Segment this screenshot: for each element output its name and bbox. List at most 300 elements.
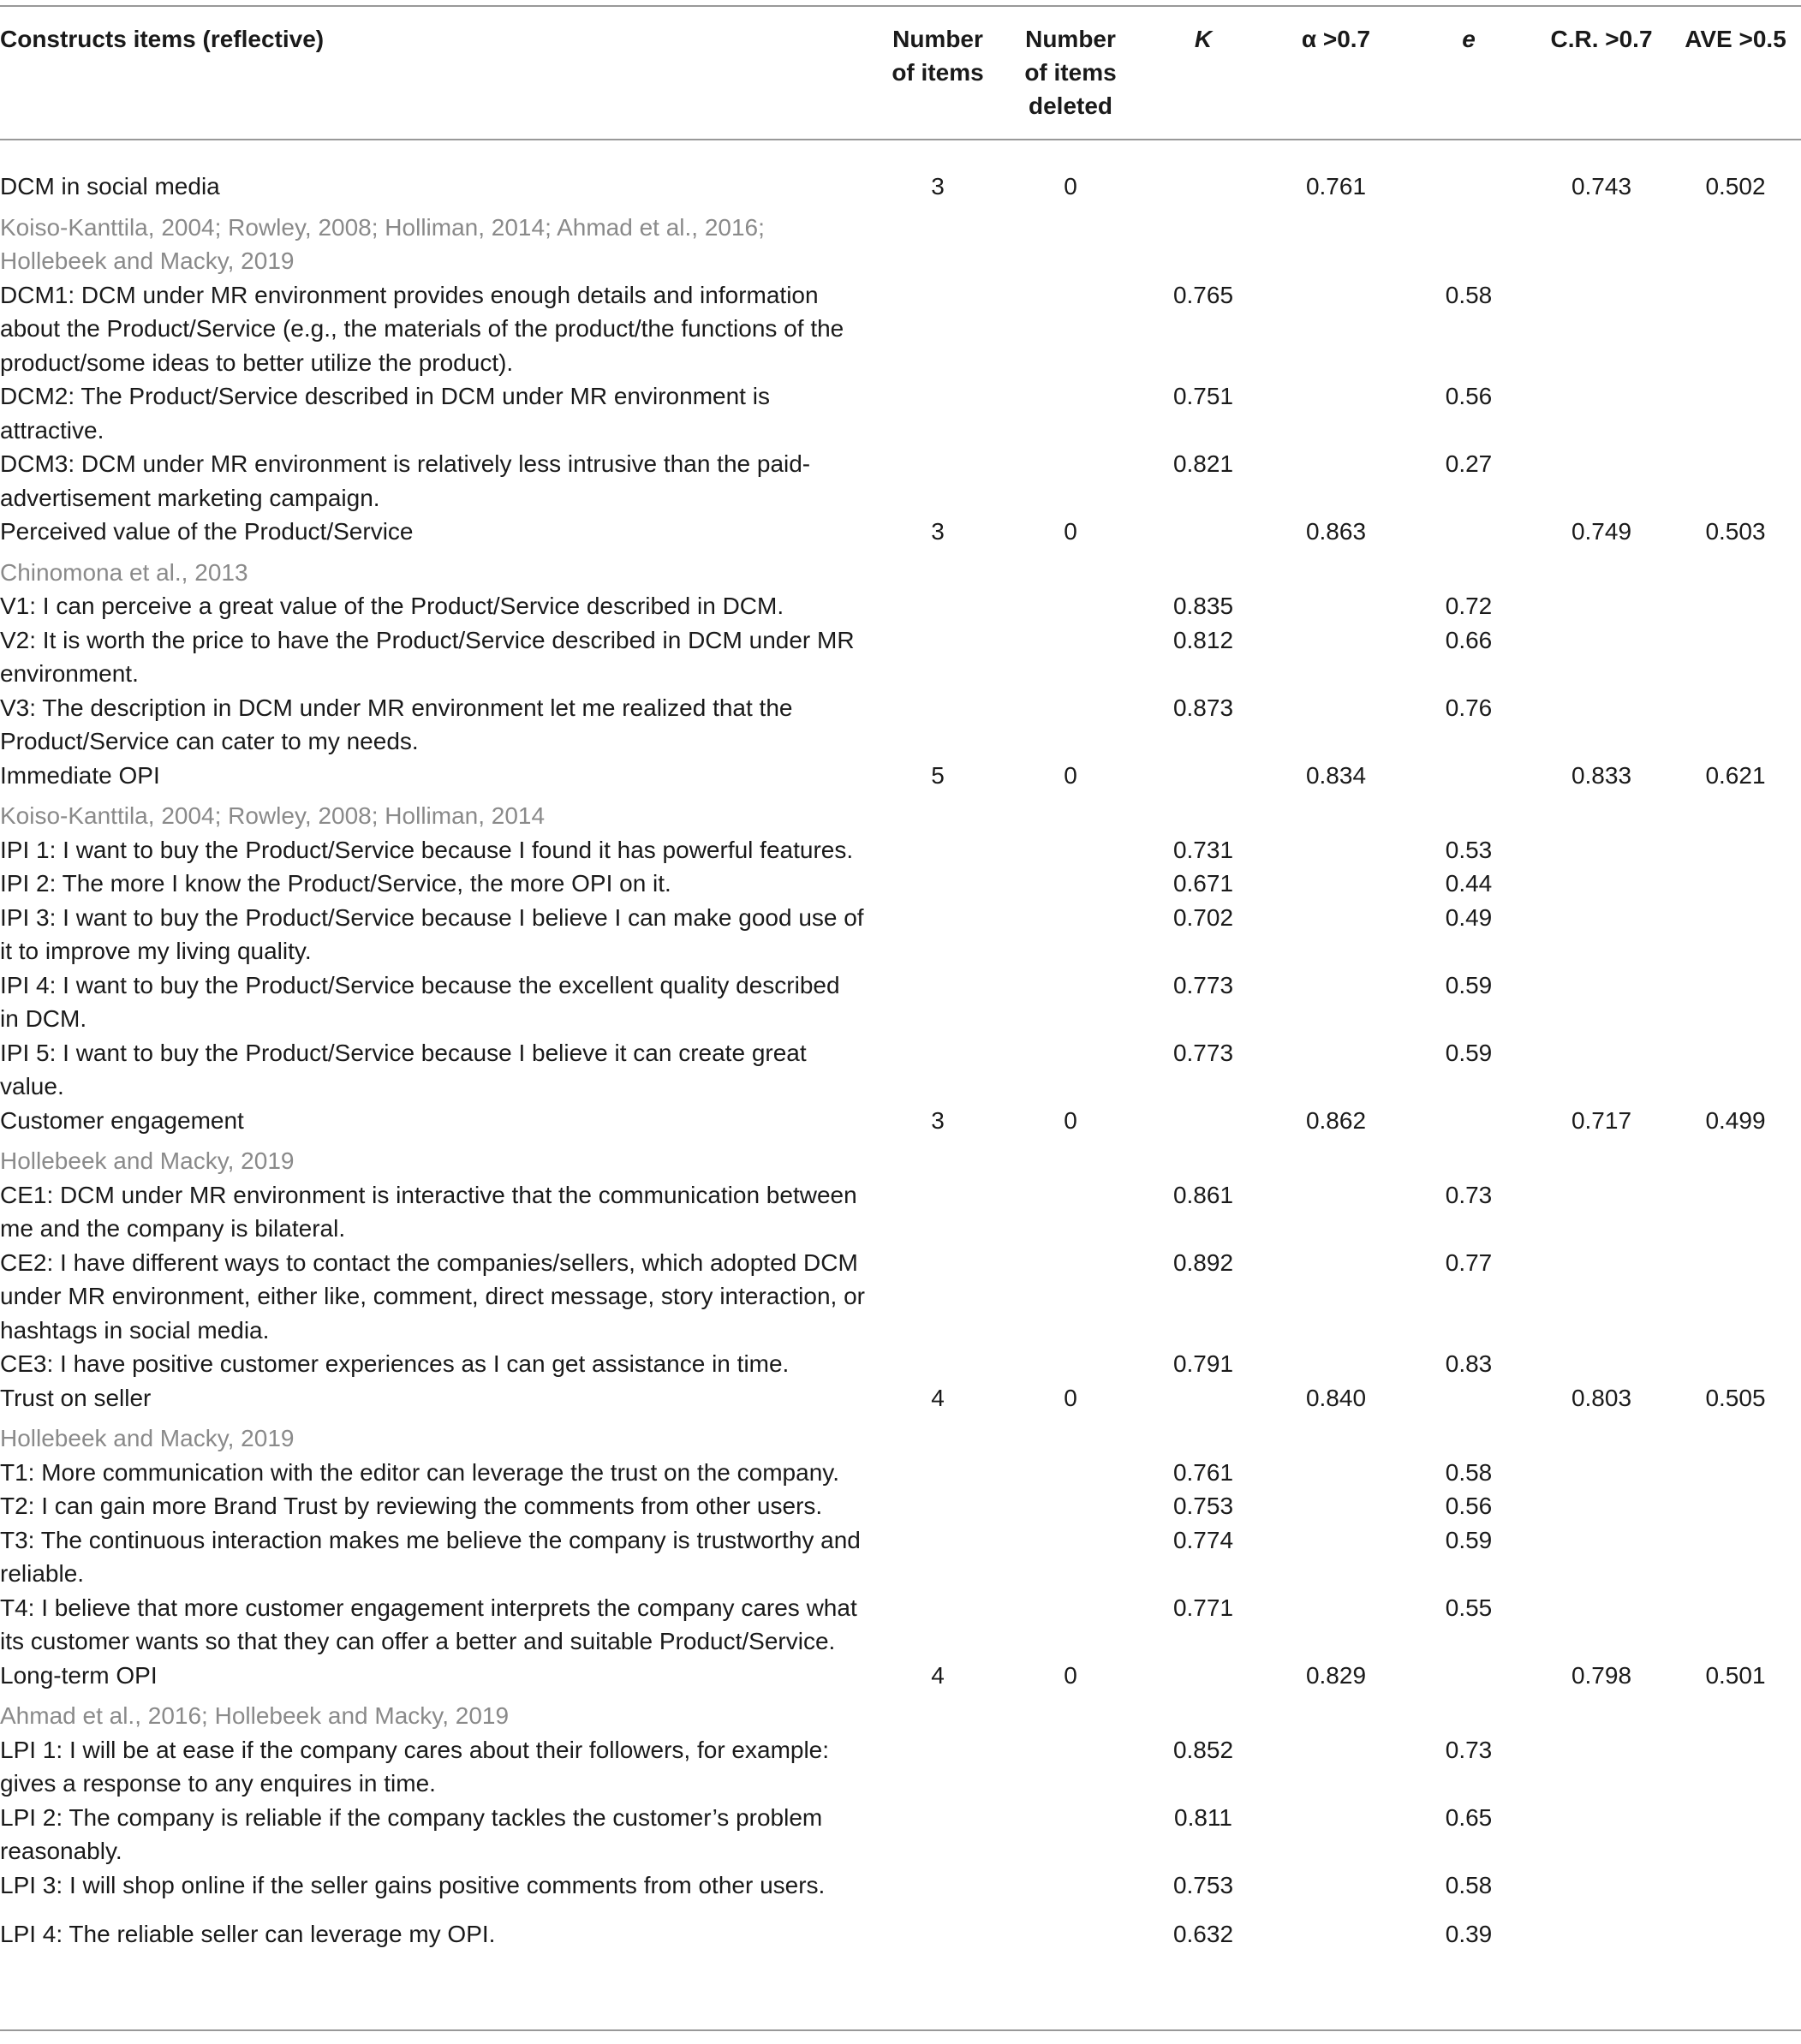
cell-e: 0.27: [1445, 450, 1493, 477]
empty-cell: [1670, 1137, 1801, 1178]
item-row: [0, 379, 1801, 447]
cell-n-deleted: [1002, 379, 1139, 447]
item-row: [0, 1591, 1801, 1659]
source-citation: Hollebeek and Macky, 2019: [0, 1147, 295, 1174]
cell-n-deleted: [1002, 278, 1139, 380]
spacer-cell: [0, 161, 1801, 170]
item-label: V1: I can perceive a great value of the Product/Service described in DCM.: [0, 593, 784, 619]
cell-ave: [1670, 833, 1801, 867]
cell-ave: 0.501: [1705, 1661, 1766, 1689]
empty-cell: [1533, 549, 1670, 590]
cell-n-deleted: [1002, 691, 1139, 759]
cell-k: 0.773: [1172, 971, 1234, 998]
construct-row: [0, 1104, 1801, 1138]
item-label: DCM1: DCM under MR environment provides enough details and information about the Product/Service (e.g., the materials of the product/the functions of the product/some ideas to better utilize the product).: [0, 281, 844, 376]
item-row: [0, 589, 1801, 623]
empty-cell: [1002, 1692, 1139, 1733]
header-ave: [1670, 0, 1801, 161]
cell-n-deleted: [1002, 1178, 1139, 1246]
cell-cr: 0.803: [1571, 1384, 1632, 1411]
cell-ave: [1670, 623, 1801, 691]
cell-e: 0.76: [1445, 694, 1493, 721]
cell-ave: [1670, 1456, 1801, 1490]
item-row: [0, 447, 1801, 515]
cell-n-items: [874, 867, 1002, 901]
cell-alpha: [1267, 1523, 1404, 1591]
header-cr: [1533, 0, 1670, 161]
construct-label: DCM in social media: [0, 173, 220, 200]
cell-ave: 0.621: [1705, 761, 1766, 789]
cell-alpha: [1267, 901, 1404, 968]
cell-n-items: [874, 1489, 1002, 1523]
empty-cell: [1404, 1692, 1533, 1733]
cell-cr: [1533, 968, 1670, 1036]
cell-n-items: [874, 447, 1002, 515]
cell-n-items: [874, 968, 1002, 1036]
cell-e: 0.58: [1445, 1871, 1493, 1898]
header-items-deleted-line1: Number: [1025, 26, 1116, 52]
construct-row: [0, 1659, 1801, 1693]
cell-e: 0.58: [1445, 1458, 1493, 1486]
cell-k: 0.861: [1172, 1181, 1234, 1208]
header-number-of-items-line1: Number: [892, 26, 983, 52]
empty-cell: [1404, 1137, 1533, 1178]
empty-cell: [1404, 1415, 1533, 1456]
cell-alpha: [1267, 379, 1404, 447]
item-label: V3: The description in DCM under MR environment let me realized that the Product/Service can cater to my needs.: [0, 694, 793, 754]
cell-ave: [1670, 379, 1801, 447]
cell-n-items: [874, 1347, 1002, 1381]
cell-cr: [1533, 1902, 1670, 1952]
item-row: [0, 1456, 1801, 1490]
empty-cell: [1267, 204, 1404, 278]
cell-cr: [1533, 901, 1670, 968]
cell-k: [1139, 1659, 1267, 1693]
cell-e: 0.66: [1445, 626, 1493, 653]
cell-k: [1139, 1104, 1267, 1138]
cell-e: [1404, 759, 1533, 793]
header-alpha: [1267, 0, 1404, 161]
cell-ave: [1670, 1902, 1801, 1952]
cell-n-items: [874, 1456, 1002, 1490]
item-row: [0, 1036, 1801, 1104]
source-row: [0, 1415, 1801, 1456]
cell-e: 0.53: [1445, 836, 1493, 863]
cell-k: 0.811: [1174, 1803, 1232, 1831]
cell-alpha: [1267, 623, 1404, 691]
cell-k: 0.753: [1172, 1493, 1234, 1519]
cell-ave: [1670, 1523, 1801, 1591]
cell-n-deleted: [1002, 1801, 1139, 1868]
header-constructs: [0, 0, 874, 161]
cell-cr: [1533, 1801, 1670, 1868]
empty-cell: [874, 792, 1002, 833]
cell-alpha: [1267, 1489, 1404, 1523]
header-items-deleted: [1002, 0, 1139, 161]
cell-n-deleted: [1002, 833, 1139, 867]
cell-n-items: 5: [931, 761, 945, 789]
cell-alpha: 0.829: [1305, 1661, 1367, 1689]
cell-ave: [1670, 278, 1801, 380]
cell-ave: [1670, 867, 1801, 901]
empty-cell: [1002, 549, 1139, 590]
cell-ave: 0.505: [1705, 1384, 1766, 1411]
cell-n-items: 3: [931, 1106, 945, 1134]
cell-alpha: 0.863: [1305, 518, 1367, 545]
cell-n-deleted: [1002, 1456, 1139, 1490]
header-constructs-text: Constructs items (reflective): [0, 26, 325, 52]
cell-e: [1404, 1659, 1533, 1693]
cell-k: 0.751: [1172, 383, 1234, 409]
empty-cell: [1139, 1137, 1267, 1178]
cell-cr: 0.717: [1571, 1106, 1632, 1134]
construct-label: Trust on seller: [0, 1384, 152, 1411]
cell-alpha: [1267, 589, 1404, 623]
cell-n-deleted: 0: [1064, 173, 1077, 200]
source-row: [0, 1692, 1801, 1733]
cell-k: 0.632: [1172, 1921, 1234, 1947]
item-row: [0, 691, 1801, 759]
empty-cell: [874, 549, 1002, 590]
empty-cell: [1002, 792, 1139, 833]
empty-cell: [1404, 792, 1533, 833]
construct-row: [0, 1381, 1801, 1415]
cell-ave: [1670, 1178, 1801, 1246]
cell-alpha: [1267, 1902, 1404, 1952]
item-row: [0, 1523, 1801, 1591]
item-label: DCM2: The Product/Service described in DCM under MR environment is attractive.: [0, 383, 770, 444]
cell-cr: [1533, 1591, 1670, 1659]
empty-cell: [1267, 792, 1404, 833]
empty-cell: [1670, 792, 1801, 833]
cell-e: [1404, 1381, 1533, 1415]
item-label: DCM3: DCM under MR environment is relatively less intrusive than the paid-advertisement marketing campaign.: [0, 450, 811, 511]
header-alpha-text: α >0.7: [1301, 26, 1371, 52]
item-label: LPI 4: The reliable seller can leverage my OPI.: [0, 1921, 496, 1947]
item-label: CE1: DCM under MR environment is interactive that the communication between me and the company is bilateral.: [0, 1181, 857, 1242]
header-cr-text: C.R. >0.7: [1550, 26, 1653, 52]
construct-label: Immediate OPI: [0, 761, 160, 789]
cell-k: 0.774: [1172, 1526, 1234, 1553]
item-row: [0, 623, 1801, 691]
cell-k: 0.765: [1172, 281, 1234, 308]
empty-cell: [1670, 549, 1801, 590]
empty-cell: [1533, 1415, 1670, 1456]
cell-n-deleted: 0: [1064, 1384, 1077, 1411]
empty-cell: [1267, 549, 1404, 590]
cell-cr: [1533, 379, 1670, 447]
cell-n-items: 4: [931, 1661, 945, 1689]
construct-label: Perceived value of the Product/Service: [0, 518, 414, 545]
cell-alpha: [1267, 278, 1404, 380]
cell-k: [1139, 759, 1267, 793]
cell-alpha: [1267, 1868, 1404, 1903]
cell-cr: [1533, 1456, 1670, 1490]
item-label: T1: More communication with the editor can leverage the trust on the company.: [0, 1458, 839, 1486]
cell-e: 0.39: [1445, 1921, 1493, 1947]
cell-n-items: [874, 1801, 1002, 1868]
cell-n-deleted: [1002, 1902, 1139, 1952]
cell-alpha: [1267, 968, 1404, 1036]
cell-n-items: [874, 1036, 1002, 1104]
construct-label: Customer engagement: [0, 1106, 244, 1134]
cell-n-deleted: [1002, 1347, 1139, 1381]
item-row: [0, 1801, 1801, 1868]
cell-n-items: 3: [931, 173, 945, 200]
construct-row: [0, 759, 1801, 793]
cell-cr: [1533, 1178, 1670, 1246]
cell-e: 0.56: [1445, 1493, 1493, 1519]
cell-k: 0.761: [1172, 1458, 1234, 1486]
table-body: [0, 161, 1801, 1952]
cell-alpha: 0.834: [1305, 761, 1367, 789]
item-row: [0, 1178, 1801, 1246]
cell-ave: [1670, 1246, 1801, 1348]
item-label: IPI 3: I want to buy the Product/Service because I believe I can make good use of it to improve my living quality.: [0, 903, 864, 964]
cell-cr: [1533, 1246, 1670, 1348]
cell-k: 0.791: [1172, 1350, 1234, 1377]
item-row: [0, 1489, 1801, 1523]
empty-cell: [1139, 1692, 1267, 1733]
cell-cr: [1533, 1868, 1670, 1903]
cell-n-items: [874, 1902, 1002, 1952]
source-citation: Koiso-Kanttila, 2004; Rowley, 2008; Holliman, 2014; Ahmad et al., 2016; Hollebeek and Macky, 2019: [0, 213, 765, 274]
source-row: [0, 204, 1801, 278]
construct-row: [0, 170, 1801, 204]
header-k: [1139, 0, 1267, 161]
cell-n-deleted: 0: [1064, 761, 1077, 789]
cell-n-deleted: [1002, 1523, 1139, 1591]
cell-ave: [1670, 1733, 1801, 1801]
source-row: [0, 1137, 1801, 1178]
cell-n-deleted: [1002, 1868, 1139, 1903]
header-e-text: e: [1462, 26, 1476, 52]
cell-e: [1404, 170, 1533, 204]
cell-cr: [1533, 691, 1670, 759]
cell-k: 0.671: [1172, 870, 1234, 897]
empty-cell: [1670, 1415, 1801, 1456]
empty-cell: [1002, 204, 1139, 278]
spacer-row: [0, 161, 1801, 170]
cell-k: 0.812: [1172, 626, 1234, 653]
header-k-text: K: [1194, 26, 1213, 52]
cell-alpha: [1267, 833, 1404, 867]
empty-cell: [1670, 1692, 1801, 1733]
item-label: CE3: I have positive customer experiences as I can get assistance in time.: [0, 1350, 790, 1377]
cell-alpha: 0.840: [1305, 1384, 1367, 1411]
cell-alpha: [1267, 1246, 1404, 1348]
cell-cr: 0.833: [1571, 761, 1632, 789]
cell-ave: [1670, 1591, 1801, 1659]
cell-n-deleted: [1002, 447, 1139, 515]
item-label: LPI 2: The company is reliable if the company tackles the customer’s problem reasonably.: [0, 1803, 823, 1864]
cell-ave: [1670, 1347, 1801, 1381]
cell-n-items: 4: [931, 1384, 945, 1411]
cell-alpha: [1267, 867, 1404, 901]
item-row: [0, 968, 1801, 1036]
cell-k: 0.852: [1172, 1736, 1234, 1763]
cell-e: 0.73: [1445, 1181, 1493, 1208]
cell-cr: [1533, 1347, 1670, 1381]
cell-alpha: [1267, 1801, 1404, 1868]
cell-ave: 0.502: [1705, 173, 1766, 200]
cell-n-deleted: [1002, 1246, 1139, 1348]
header-items-deleted-line2: of items: [1024, 59, 1117, 86]
cell-cr: 0.798: [1571, 1661, 1632, 1689]
source-citation: Koiso-Kanttila, 2004; Rowley, 2008; Holliman, 2014: [0, 802, 546, 829]
cell-cr: [1533, 1036, 1670, 1104]
cell-alpha: [1267, 1178, 1404, 1246]
source-citation: Hollebeek and Macky, 2019: [0, 1425, 295, 1451]
cell-cr: 0.749: [1571, 518, 1632, 545]
empty-cell: [1404, 204, 1533, 278]
cell-ave: [1670, 691, 1801, 759]
cell-ave: [1670, 1489, 1801, 1523]
cell-e: 0.72: [1445, 593, 1493, 619]
empty-cell: [1670, 204, 1801, 278]
header-ave-text: AVE >0.5: [1685, 26, 1786, 52]
item-label: T4: I believe that more customer engagement interprets the company cares what its customer wants so that they can offer a better and suitable Product/Service.: [0, 1594, 857, 1654]
header-number-of-items: [874, 0, 1002, 161]
cell-ave: [1670, 447, 1801, 515]
empty-cell: [1404, 549, 1533, 590]
item-row: [0, 867, 1801, 901]
cell-n-items: [874, 278, 1002, 380]
cell-e: [1404, 1104, 1533, 1138]
cell-k: 0.753: [1172, 1871, 1234, 1898]
empty-cell: [1533, 204, 1670, 278]
cell-n-items: [874, 379, 1002, 447]
empty-cell: [1139, 792, 1267, 833]
item-row: [0, 1733, 1801, 1801]
cell-e: 0.59: [1445, 1526, 1493, 1553]
item-row: [0, 1902, 1801, 1952]
empty-cell: [1533, 792, 1670, 833]
cell-k: 0.731: [1172, 836, 1234, 863]
empty-cell: [874, 1137, 1002, 1178]
cell-n-items: [874, 691, 1002, 759]
cell-n-items: [874, 1523, 1002, 1591]
cell-n-deleted: 0: [1064, 1106, 1077, 1134]
empty-cell: [1267, 1415, 1404, 1456]
empty-cell: [1002, 1415, 1139, 1456]
cell-n-items: [874, 1178, 1002, 1246]
cell-n-deleted: 0: [1064, 1661, 1077, 1689]
cell-k: 0.892: [1172, 1248, 1234, 1276]
item-label: IPI 2: The more I know the Product/Service, the more OPI on it.: [0, 870, 671, 897]
cell-n-items: [874, 1868, 1002, 1903]
cell-n-deleted: [1002, 1733, 1139, 1801]
empty-cell: [1267, 1137, 1404, 1178]
empty-cell: [1139, 204, 1267, 278]
cell-k: [1139, 1381, 1267, 1415]
cell-alpha: 0.761: [1305, 173, 1367, 200]
cell-n-items: [874, 623, 1002, 691]
empty-cell: [874, 204, 1002, 278]
cell-alpha: [1267, 447, 1404, 515]
header-row: [0, 0, 1801, 161]
cell-e: 0.65: [1445, 1803, 1493, 1831]
cell-alpha: [1267, 1036, 1404, 1104]
cell-ave: 0.499: [1705, 1106, 1766, 1134]
item-label: LPI 1: I will be at ease if the company cares about their followers, for example: gives a response to any enquires in time.: [0, 1736, 830, 1797]
cell-e: [1404, 515, 1533, 549]
cell-k: 0.773: [1172, 1039, 1234, 1066]
cell-n-items: [874, 1246, 1002, 1348]
cell-k: [1139, 515, 1267, 549]
source-row: [0, 549, 1801, 590]
cell-n-deleted: [1002, 901, 1139, 968]
cell-cr: [1533, 833, 1670, 867]
cell-n-deleted: [1002, 623, 1139, 691]
cell-e: 0.73: [1445, 1736, 1493, 1763]
cell-alpha: [1267, 1456, 1404, 1490]
source-citation: Ahmad et al., 2016; Hollebeek and Macky, 2019: [0, 1702, 510, 1729]
cell-n-items: [874, 901, 1002, 968]
cell-k: [1139, 170, 1267, 204]
item-row: [0, 1246, 1801, 1348]
cell-alpha: [1267, 1347, 1404, 1381]
item-row: [0, 278, 1801, 380]
empty-cell: [1139, 1415, 1267, 1456]
item-label: IPI 5: I want to buy the Product/Service because I believe it can create great value.: [0, 1039, 807, 1099]
cell-n-deleted: [1002, 867, 1139, 901]
cell-n-items: [874, 589, 1002, 623]
source-citation: Chinomona et al., 2013: [0, 558, 248, 586]
item-row: [0, 901, 1801, 968]
cell-cr: [1533, 278, 1670, 380]
cell-cr: [1533, 447, 1670, 515]
construct-label: Long-term OPI: [0, 1661, 158, 1689]
cell-e: 0.44: [1445, 870, 1493, 897]
cell-cr: [1533, 1733, 1670, 1801]
cell-alpha: [1267, 1591, 1404, 1659]
item-row: [0, 833, 1801, 867]
cell-cr: [1533, 1489, 1670, 1523]
item-label: CE2: I have different ways to contact the companies/sellers, which adopted DCM under MR environment, either like, comment, direct message, story interaction, or hashtags in social media.: [0, 1248, 865, 1344]
item-label: T3: The continuous interaction makes me believe the company is trustworthy and reliable.: [0, 1526, 861, 1587]
cell-ave: 0.503: [1705, 518, 1766, 545]
cell-e: 0.55: [1445, 1594, 1493, 1621]
cell-ave: [1670, 1868, 1801, 1903]
cell-n-deleted: 0: [1064, 518, 1077, 545]
cell-cr: [1533, 589, 1670, 623]
cell-n-deleted: [1002, 1489, 1139, 1523]
item-label: V2: It is worth the price to have the Product/Service described in DCM under MR environment.: [0, 626, 855, 687]
empty-cell: [1002, 1137, 1139, 1178]
cell-ave: [1670, 901, 1801, 968]
cell-ave: [1670, 1801, 1801, 1868]
cell-k: 0.702: [1172, 903, 1234, 931]
empty-cell: [874, 1692, 1002, 1733]
cell-e: 0.58: [1445, 281, 1493, 308]
cell-n-deleted: [1002, 1591, 1139, 1659]
header-items-deleted-line3: deleted: [1028, 92, 1113, 119]
cell-e: 0.59: [1445, 1039, 1493, 1066]
cell-ave: [1670, 1036, 1801, 1104]
cell-cr: [1533, 623, 1670, 691]
source-row: [0, 792, 1801, 833]
table-bottom-rule: [0, 2029, 1801, 2031]
cell-e: 0.77: [1445, 1248, 1493, 1276]
cell-n-items: [874, 1733, 1002, 1801]
empty-cell: [1139, 549, 1267, 590]
cell-n-items: [874, 1591, 1002, 1659]
cell-alpha: 0.862: [1305, 1106, 1367, 1134]
cell-n-items: 3: [931, 518, 945, 545]
cell-k: 0.873: [1172, 694, 1234, 721]
cell-cr: [1533, 1523, 1670, 1591]
